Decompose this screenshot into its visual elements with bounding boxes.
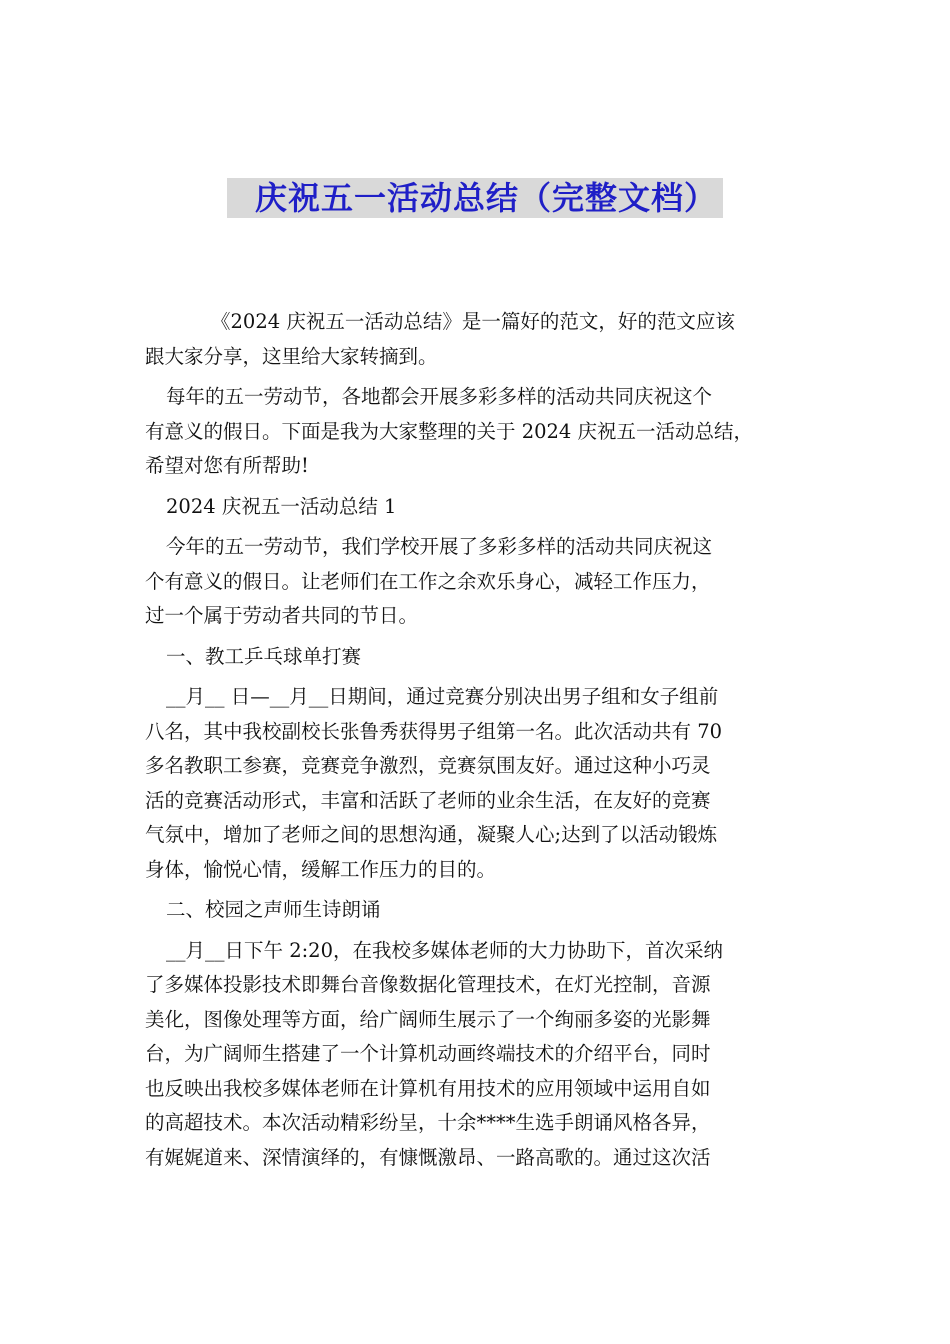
document-title: 庆祝五一活动总结（完整文档） (227, 178, 723, 218)
section-heading: 一、教工乒乓球单打赛 (166, 644, 362, 668)
paragraph-line: 身体，愉悦心情，缓解工作压力的目的。 (145, 857, 497, 881)
paragraph-line: 多名教职工参赛，竞赛竞争激烈，竞赛氛围友好。通过这种小巧灵 (145, 754, 711, 777)
paragraph-line: 活的竞赛活动形式，丰富和活跃了老师的业余生活，在友好的竞赛 (145, 788, 711, 812)
paragraph-line: 气氛中，增加了老师之间的思想沟通，凝聚人心;达到了以活动锻炼 (145, 823, 718, 846)
paragraph-line: 了多媒体投影技术即舞台音像数据化管理技术，在灯光控制，音源 (145, 973, 711, 996)
document-body (145, 305, 815, 1175)
paragraph-line: 有娓娓道来、深情演绎的，有慷慨激昂、一路高歌的。通过这次活 (145, 1145, 711, 1169)
paragraph-line: 个有意义的假日。让老师们在工作之余欢乐身心，减轻工作压力， (145, 569, 711, 593)
paragraph-line: 的高超技术。本次活动精彩纷呈，十余****生选手朗诵风格各异， (145, 1111, 711, 1134)
paragraph-line: 美化，图像处理等方面，给广阔师生展示了一个绚丽多姿的光影舞 (145, 1007, 711, 1031)
title-container (0, 178, 950, 218)
paragraph-line: 希望对您有所帮助! (145, 454, 309, 477)
paragraph-line: 也反映出我校多媒体老师在计算机有用技术的应用领域中运用自如 (145, 1076, 711, 1100)
paragraph-line: 每年的五一劳动节，各地都会开展多彩多样的活动共同庆祝这个 (166, 385, 713, 408)
paragraph-line: __月__日下午 2:20，在我校多媒体老师的大力协助下，首次采纳 (166, 938, 723, 962)
section-heading: 2024 庆祝五一活动总结 1 (166, 494, 397, 518)
section-heading: 二、校园之声师生诗朗诵 (166, 898, 381, 921)
paragraph-line: 过一个属于劳动者共同的节日。 (145, 604, 419, 627)
paragraph-line: 八名，其中我校副校长张鲁秀获得男子组第一名。此次活动共有 70 (145, 719, 723, 743)
paragraph-line: 台，为广阔师生搭建了一个计算机动画终端技术的介绍平台，同时 (145, 1042, 711, 1065)
paragraph-line: 今年的五一劳动节，我们学校开展了多彩多样的活动共同庆祝这 (166, 535, 713, 558)
paragraph-line: __月__ 日—__月__日期间，通过竞赛分别决出男子组和女子组前 (166, 685, 719, 708)
paragraph-line: 有意义的假日。下面是我为大家整理的关于 2024 庆祝五一活动总结， (145, 419, 754, 443)
paragraph-line: 跟大家分享，这里给大家转摘到。 (145, 344, 438, 368)
paragraph-line: 《2024 庆祝五一活动总结》是一篇好的范文，好的范文应该 (211, 310, 735, 333)
